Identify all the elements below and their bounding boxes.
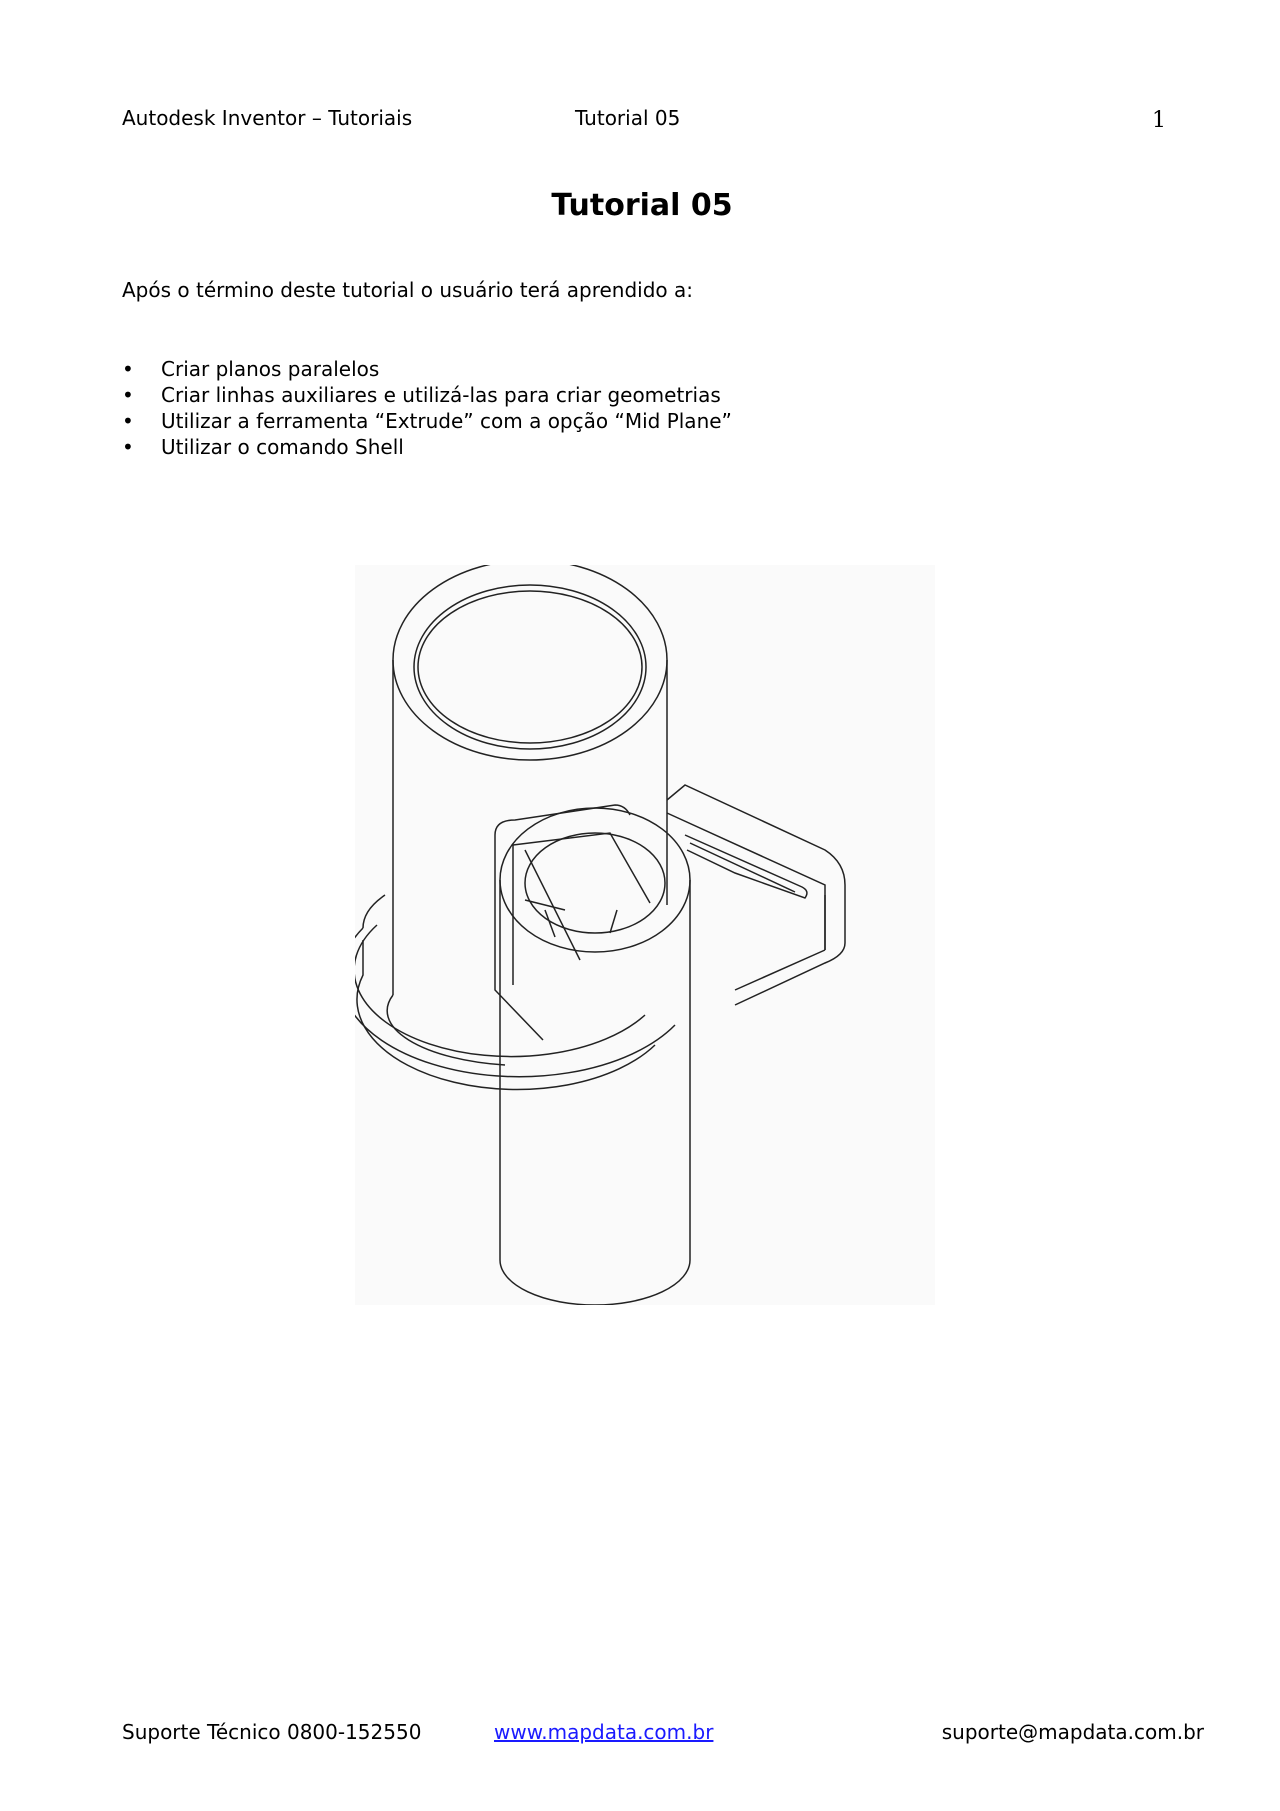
list-item: • Utilizar o comando Shell	[122, 434, 732, 460]
list-item: • Criar linhas auxiliares e utilizá-las para criar geometrias	[122, 382, 732, 408]
intro-text: Após o término deste tutorial o usuário terá aprendido a:	[122, 278, 694, 302]
header-center: Tutorial 05	[575, 106, 681, 130]
page-title-text: Tutorial 05	[551, 188, 733, 223]
footer-website-link[interactable]: www.mapdata.com.br	[494, 1720, 714, 1744]
footer-support: Suporte Técnico 0800-152550	[122, 1720, 422, 1744]
list-item: • Utilizar a ferramenta “Extrude” com a opção “Mid Plane”	[122, 408, 732, 434]
cad-part-isometric-drawing-icon	[355, 565, 935, 1305]
header-left: Autodesk Inventor – Tutoriais	[122, 106, 413, 130]
page-title	[0, 188, 1280, 223]
footer-email: suporte@mapdata.com.br	[941, 1720, 1204, 1744]
list-item: • Criar planos paralelos	[122, 356, 732, 382]
page-number: 1	[1152, 108, 1166, 133]
objectives-list	[122, 356, 732, 460]
